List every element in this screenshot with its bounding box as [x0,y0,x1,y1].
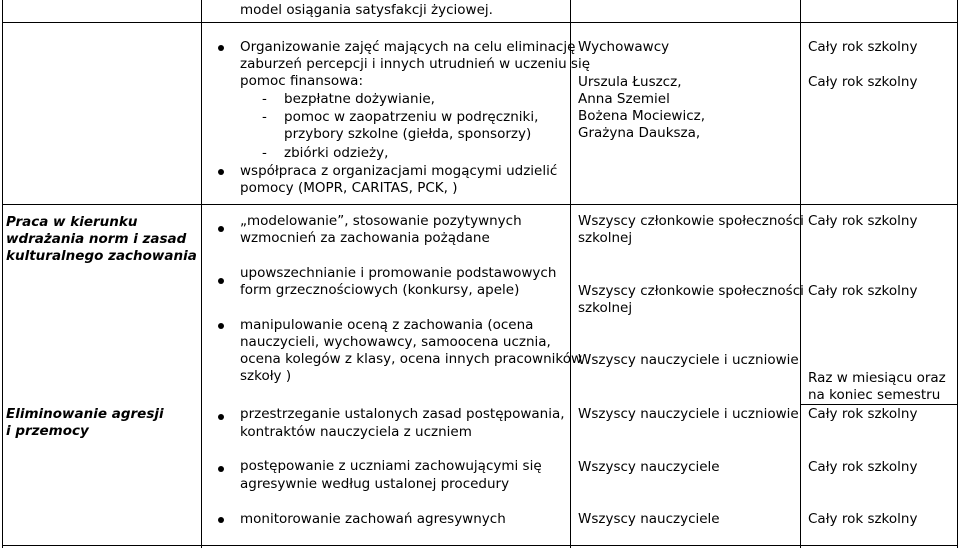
sub-item: zbiórki odzieży, [284,145,389,161]
bullet [218,45,224,51]
table-border-col2 [570,0,571,548]
term-text: Raz w miesiącu oraz [808,370,946,386]
term-text: Cały rok szkolny [808,406,918,422]
bullet [218,169,224,175]
responsible-text: Urszula Łuszcz, [578,74,682,90]
responsible-text: Anna Szemiel [578,91,670,107]
responsible-text: Wszyscy nauczyciele [578,459,720,475]
sub-item: bezpłatne dożywianie, [284,91,435,107]
bullet [218,414,224,420]
bullet [218,278,224,284]
category-label: Praca w kierunku [6,214,138,230]
sub-item: pomoc w zaopatrzeniu w podręczniki, [284,109,539,125]
table-border-row-mid [2,204,958,205]
activity-line: „modelowanie”, stosowanie pozytywnych [240,213,522,229]
activity-line: nauczycieli, wychowawcy, samoocena ucznia, [240,334,551,350]
activity-line: kontraktów nauczyciela z uczniem [240,424,472,440]
term-text: Cały rok szkolny [808,213,918,229]
table-border-col3 [800,0,801,548]
table-border-row-bottom [2,545,958,546]
sub-item: przybory szkolne (giełda, sponsorzy) [284,126,532,142]
term-text: Cały rok szkolny [808,459,918,475]
responsible-text: Wszyscy nauczyciele [578,511,720,527]
continued-text: model osiągania satysfakcji życiowej. [240,2,493,18]
activity-line: zaburzeń percepcji i innych utrudnień w uczeniu się [240,56,591,72]
dash: - [262,145,267,161]
dash: - [262,109,267,125]
bullet [218,226,224,232]
responsible-text: szkolnej [578,300,633,316]
responsible-text: Wszyscy członkowie społeczności [578,283,804,299]
term-text: Cały rok szkolny [808,74,918,90]
responsible-text: Wszyscy członkowie społeczności [578,213,804,229]
category-label: wdrażania norm i zasad [6,231,187,247]
bullet [218,466,224,472]
category-label: kulturalnego zachowania [6,248,197,264]
activity-line: upowszechnianie i promowanie podstawowych [240,265,557,281]
activity-line: postępowanie z uczniami zachowującymi się [240,458,542,474]
term-text: na koniec semestru [808,387,941,403]
category-label: i przemocy [6,423,89,439]
activity-line: pomoc finansowa: [240,73,363,89]
table-border-right [957,0,958,548]
activity-line: wzmocnień za zachowania pożądane [240,230,490,246]
activity-line: monitorowanie zachowań agresywnych [240,511,506,527]
activity-line: form grzecznościowych (konkursy, apele) [240,282,520,298]
table-border-row-top [2,22,958,23]
table-border-left [2,0,3,548]
activity-line: manipulowanie oceną z zachowania (ocena [240,317,534,333]
responsible-text: Wychowawcy [578,39,670,55]
activity-line: agresywnie według ustalonej procedury [240,476,510,492]
activity-line: współpraca z organizacjami mogącymi udzielić [240,163,558,179]
table-border-col1 [201,0,202,548]
term-text: Cały rok szkolny [808,39,918,55]
responsible-text: Wszyscy nauczyciele i uczniowie [578,406,799,422]
term-text: Cały rok szkolny [808,511,918,527]
responsible-text: szkolnej [578,230,633,246]
category-label: Eliminowanie agresji [6,406,164,422]
dash: - [262,91,267,107]
activity-line: Organizowanie zajęć mających na celu eliminację [240,39,576,55]
bullet [218,323,224,329]
bullet [218,517,224,523]
responsible-text: Grażyna Dauksza, [578,125,701,141]
activity-line: szkoły ) [240,368,292,384]
term-text: Cały rok szkolny [808,283,918,299]
responsible-text: Wszyscy nauczyciele i uczniowie [578,352,799,368]
activity-line: pomocy (MOPR, CARITAS, PCK, ) [240,180,458,196]
activity-line: ocena kolegów z klasy, ocena innych pracowników [240,351,583,367]
term-cell-line [800,404,957,405]
activity-line: przestrzeganie ustalonych zasad postępowania, [240,406,565,422]
responsible-text: Bożena Mociewicz, [578,108,706,124]
